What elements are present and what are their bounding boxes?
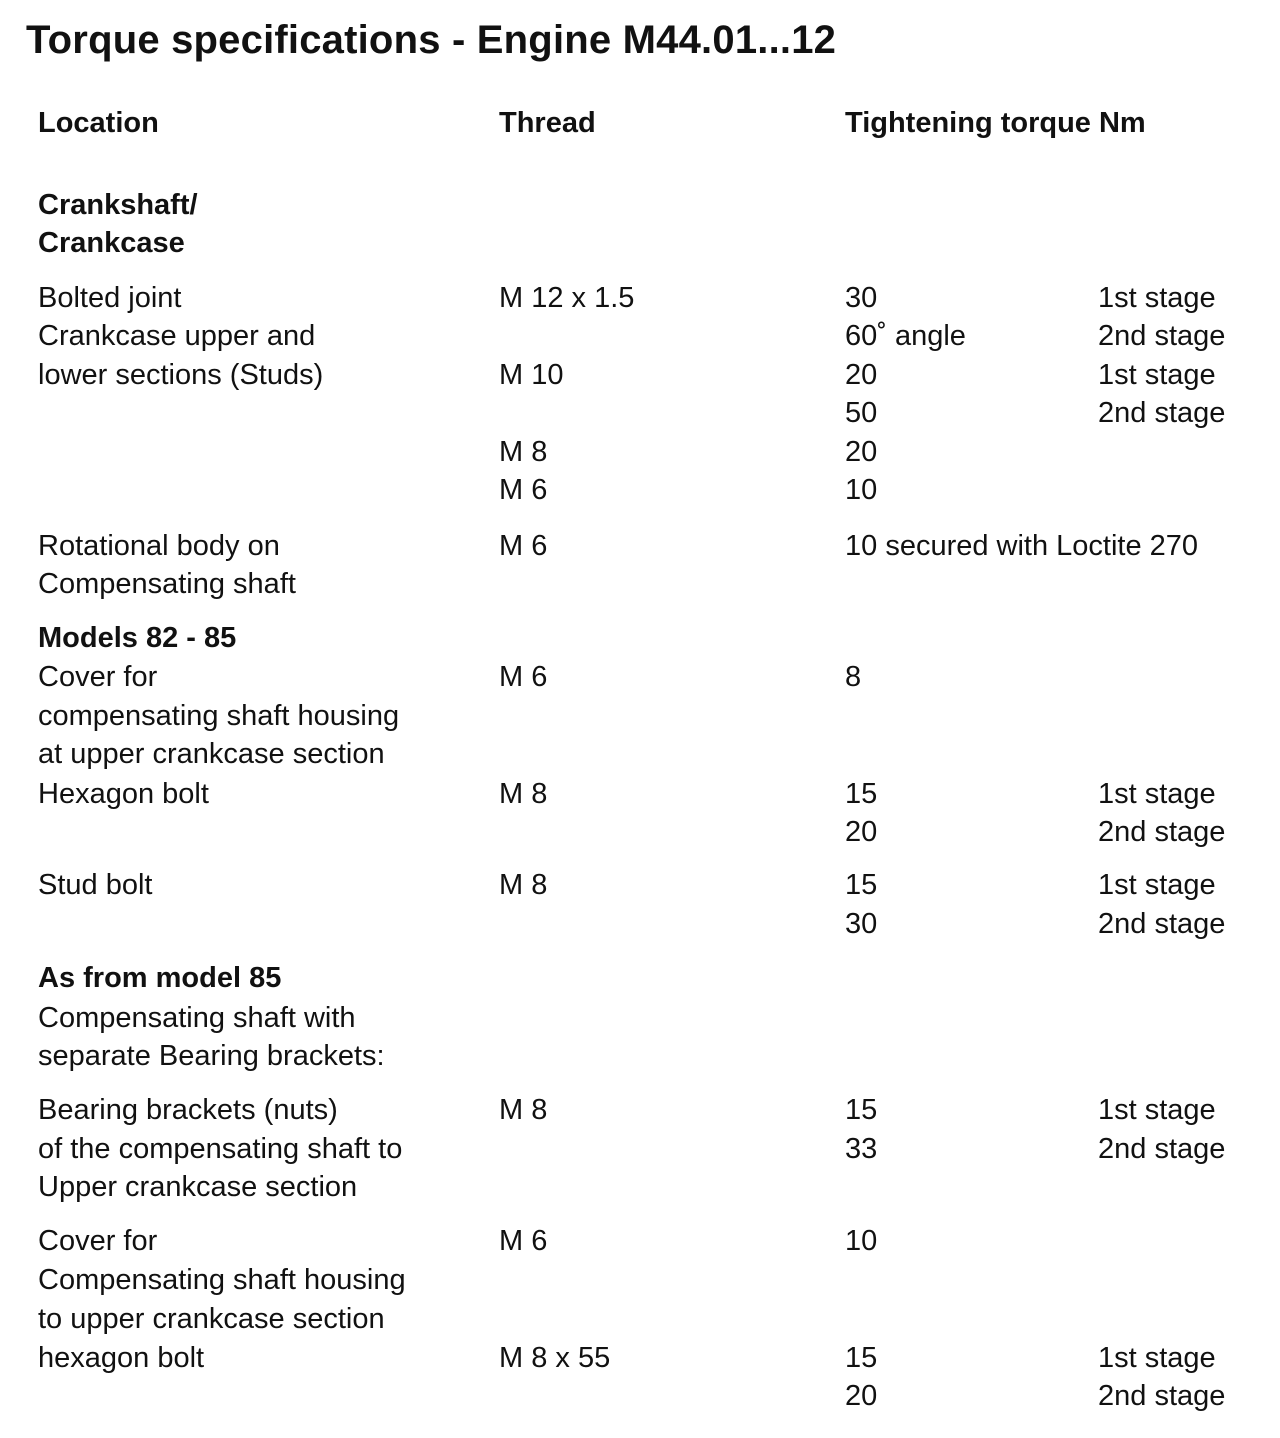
torque-value: 30	[845, 908, 878, 940]
torque-value: 30	[845, 282, 878, 314]
stage-label: 1st stage	[1098, 282, 1216, 314]
thread-value: M 6	[499, 661, 548, 693]
thread-value: M 10	[499, 359, 564, 391]
thread-value: M 8	[499, 436, 548, 468]
torque-value: 20	[845, 816, 878, 848]
location-label: Compensating shaft	[38, 568, 296, 600]
location-label: lower sections (Studs)	[38, 359, 324, 391]
stage-label: 2nd stage	[1098, 397, 1226, 429]
section-heading-from-model-85: As from model 85	[38, 962, 282, 994]
stage-label: 2nd stage	[1098, 816, 1226, 848]
location-label: hexagon bolt	[38, 1342, 205, 1374]
header-location: Location	[38, 107, 159, 139]
page-title: Torque specifications - Engine M44.01...12	[26, 18, 837, 62]
location-label: at upper crankcase section	[38, 738, 385, 770]
header-thread: Thread	[499, 107, 596, 139]
thread-value: M 6	[499, 1225, 548, 1257]
location-label: Compensating shaft housing	[38, 1264, 406, 1296]
torque-value: 33	[845, 1133, 878, 1165]
torque-value: 10 secured with Loctite 270	[845, 530, 1199, 562]
torque-value: 60˚ angle	[845, 320, 966, 352]
torque-value: 15	[845, 869, 878, 901]
section-heading-models-82-85: Models 82 - 85	[38, 622, 237, 654]
location-label: to upper crankcase section	[38, 1303, 385, 1335]
section-intro: separate Bearing brackets:	[38, 1040, 385, 1072]
stage-label: 1st stage	[1098, 359, 1216, 391]
thread-value: M 6	[499, 474, 548, 506]
location-label: Cover for	[38, 1225, 158, 1257]
stage-label: 1st stage	[1098, 1342, 1216, 1374]
section-intro: Compensating shaft with	[38, 1002, 356, 1034]
torque-value: 15	[845, 1342, 878, 1374]
torque-value: 8	[845, 661, 862, 693]
section-heading-crankshaft: Crankshaft/	[38, 189, 198, 221]
location-label: Bolted joint	[38, 282, 182, 314]
location-label: Stud bolt	[38, 869, 153, 901]
stage-label: 1st stage	[1098, 869, 1216, 901]
thread-value: M 8	[499, 778, 548, 810]
stage-label: 2nd stage	[1098, 320, 1226, 352]
thread-value: M 6	[499, 530, 548, 562]
location-label: Bearing brackets (nuts)	[38, 1094, 338, 1126]
torque-value: 10	[845, 474, 878, 506]
torque-value: 15	[845, 1094, 878, 1126]
thread-value: M 8	[499, 1094, 548, 1126]
torque-value: 50	[845, 397, 878, 429]
stage-label: 1st stage	[1098, 778, 1216, 810]
location-label: Cover for	[38, 661, 158, 693]
location-label: Rotational body on	[38, 530, 280, 562]
torque-value: 20	[845, 1380, 878, 1412]
thread-value: M 12 x 1.5	[499, 282, 635, 314]
stage-label: 2nd stage	[1098, 908, 1226, 940]
header-torque: Tightening torque Nm	[845, 107, 1146, 139]
stage-label: 1st stage	[1098, 1094, 1216, 1126]
location-label: Upper crankcase section	[38, 1171, 358, 1203]
torque-value: 10	[845, 1225, 878, 1257]
location-label: Hexagon bolt	[38, 778, 209, 810]
torque-value: 20	[845, 436, 878, 468]
stage-label: 2nd stage	[1098, 1380, 1226, 1412]
location-label: compensating shaft housing	[38, 700, 400, 732]
section-heading-crankcase: Crankcase	[38, 227, 185, 259]
stage-label: 2nd stage	[1098, 1133, 1226, 1165]
thread-value: M 8	[499, 869, 548, 901]
torque-value: 20	[845, 359, 878, 391]
location-label: Crankcase upper and	[38, 320, 316, 352]
location-label: of the compensating shaft to	[38, 1133, 403, 1165]
torque-value: 15	[845, 778, 878, 810]
thread-value: M 8 x 55	[499, 1342, 611, 1374]
